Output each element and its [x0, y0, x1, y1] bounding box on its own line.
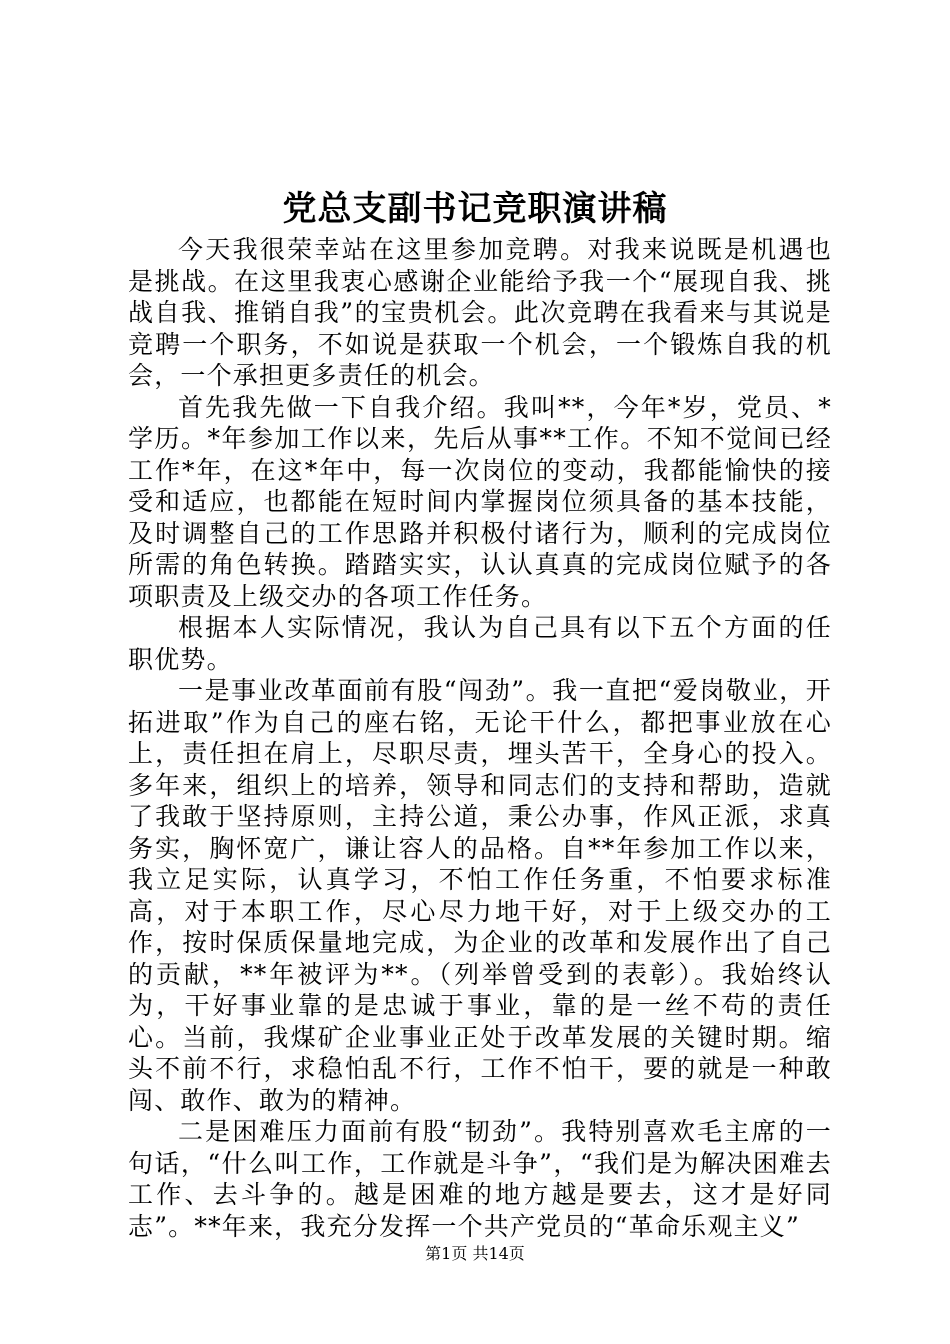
paragraph-advantage-two: 二是困难压力面前有股“韧劲”。我特别喜欢毛主席的一句话，“什么叫工作，工作就是斗争”，“我们是为解决困难去工作、去斗争的。越是困难的地方越是要去，这才是好同志”。**年来，我充分发挥一个共产党员的“革命乐观主义”: [128, 1117, 832, 1241]
document-title: 党总支副书记竞职演讲稿: [282, 189, 668, 229]
document-body: [128, 234, 832, 1242]
paragraph-advantages-intro: 根据本人实际情况，我认为自己具有以下五个方面的任职优势。: [128, 613, 832, 674]
paragraph-intro: 今天我很荣幸站在这里参加竞聘。对我来说既是机遇也是挑战。在这里我衷心感谢企业能给予我一个“展现自我、挑战自我、推销自我”的宝贵机会。此次竞聘在我看来与其说是竞聘一个职务，不如说是获取一个机会，一个锻炼自我的机会，一个承担更多责任的机会。: [128, 235, 832, 390]
page-number-footer: 第1页 共14页: [425, 1244, 525, 1263]
paragraph-advantage-one: 一是事业改革面前有股“闯劲”。我一直把“爱岗敬业，开拓进取”作为自己的座右铭，无论干什么，都把事业放在心上，责任担在肩上，尽职尽责，埋头苦干，全身心的投入。多年来，组织上的培养，领导和同志们的支持和帮助，造就了我敢于坚持原则，主持公道，秉公办事，作风正派，求真务实，胸怀宽广，谦让容人的品格。自**年参加工作以来，我立足实际，认真学习，不怕工作任务重，不怕要求标准高，对于本职工作，尽心尽力地干好，对于上级交办的工作，按时保质保量地完成，为企业的改革和发展作出了自己的贡献，**年被评为**。（列举曾受到的表彰）。我始终认为，干好事业靠的是忠诚于事业，靠的是一丝不苟的责任心。当前，我煤矿企业事业正处于改革发展的关键时期。缩头不前不行，求稳怕乱不行，工作不怕干，要的就是一种敢闯、敢作、敢为的精神。: [128, 676, 832, 1115]
paragraph-self-introduction: 首先我先做一下自我介绍。我叫**，今年*岁，党员、*学历。*年参加工作以来，先后从事**工作。不知不觉间已经工作*年，在这*年中，每一次岗位的变动，我都能愉快的接受和适应，也都能在短时间内掌握岗位须具备的基本技能，及时调整自己的工作思路并积极付诸行为，顺利的完成岗位所需的角色转换。踏踏实实，认认真真的完成岗位赋予的各项职责及上级交办的各项工作任务。: [128, 392, 832, 611]
